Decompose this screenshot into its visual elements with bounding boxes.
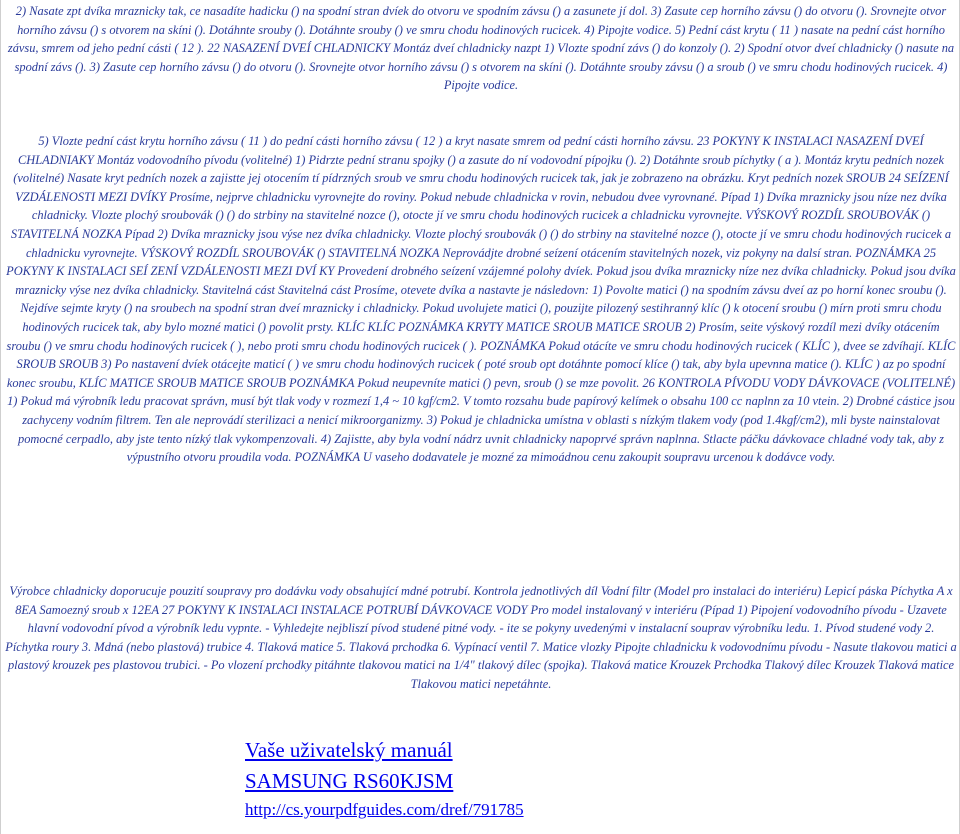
body-paragraph-3: Výrobce chladnicky doporucuje pouzití soupravy pro dodávku vody obsahující mdné potrubí. Kontrola jednotlivých díl Vodní filtr (Model pro instalaci do interiéru) Lepicí páska Píchytka A x 8EA Samoezný sroub x 12EA 27 POKYNY K INSTALACI INSTALACE POTRUBÍ DÁVKOVACE VODY Pro model instalovaný v interiéru (Pípad 1) Pipojení vodovodního pívodu - Uzavete hlavní vodovodní pívod a výrobník ledu vypnte. - Vyhledejte nejbliszí pívod studené pitné vody. - ite se pokyny uvedenými v instalacní souprav výrobníku ledu. 1. Pívod studené vody 2. Píchytka roury 3. Mdná (nebo plastová) trubice 4. Tlaková matice 5. Tlaková prchodka 6. Vypínací ventil 7. Matice vlozky Pipojte chladnicku k vodovodnímu pívodu - Nasute tlakovou matici a plastový krouzek pes plastovou trubici. - Po vlození prchodky pitáhnte tlakovou matici na 1/4" tlakový dílec (spojka). Tlaková matice Krouzek Prchodka Tlakový dílec Krouzek Tlaková matice Tlakovou matici nepetáhnte. [5,584,957,691]
manual-title-link[interactable]: Vaše uživatelský manuál [245,738,453,762]
manual-promo-block [245,736,524,822]
body-paragraph-2: 5) Vlozte pední cást krytu horního závsu ( 11 ) do pední cásti horního závsu ( 12 ) a kryt nasate smrem od pední cásti horního závsu. 23 POKYNY K INSTALACI NASAZENÍ DVEÍ CHLADNIAKY Montáz vodovodního pívodu (volitelné) 1) Pidrzte pední stranu spojky () a zasute do ní vodovodní pípojku (). 2) Dotáhnte sroub píchytky ( a ). Montáz krytu pedních nozek (volitelné) Nasate kryt pedních nozek a zajistte jej otocením tí pídrzných sroub ve smru chodu hodinových rucicek tak, jak je zobrazeno na obrázku. Kryt pedních nozek SROUB 24 SEÍZENÍ VZDÁLENOSTI MEZI DVÍKY Prosíme, nejprve chladnicku vyrovnejte do roviny. Pokud nebude chladnicka v rovin, nebudou dvee vyrovnané. Pípad 1) Dvíka mraznicky jsou níze nez dvíka chladnicky. Vlozte plochý sroubovák () () do strbiny na stavitelné nozce (), otocte jí ve smru chodu hodinových rucicek a chladnicku vyrovnejte. VÝSKOVÝ ROZDÍL SROUBOVÁK () STAVITELNÁ NOZKA Pípad 2) Dvíka mraznicky jsou výse nez dvíka chladnicky. Vlozte plochý sroubovák () () do strbiny na stavitelné nozce (), otocte jí ve smru chodu hodinových rucicek a chladnicku vyrovnejte. VÝSKOVÝ ROZDÍL SROUBOVÁK () STAVITELNÁ NOZKA Neprovádjte drobné seízení otácením stavitelných nozek, viz pokyny na dalsí stran. POZNÁMKA 25 POKYNY K INSTALACI SEÍ ZENÍ VZDÁLENOSTI MEZI DVÍ KY Provedení drobného seízení vzájemné polohy dvíek. Pokud jsou dvíka mraznicky níze nez dvíka chladnicky. Pokud jsou dvíka mraznicky výse nez dvíka chladnicky. Stavitelná cást Stavitelná cást Prosíme, otevete dvíka a nastavte je následovn: 1) Povolte matici () na spodním závsu dveí az po horní konec sroubu (). Nejdíve sejmte kryty () na sroubech na spodní stran dveí mraznicky i chladnicky. Pokud uvolujete matici (), pouzijte pilozený sestihranný klíc () k otocení sroubu () mírn proti smru chodu hodinových rucicek tak, aby bylo mozné matici () povolit prsty. KLÍC KLÍC POZNÁMKA KRYTY MATICE SROUB MATICE SROUB 2) Prosím, seite výskový rozdíl mezi dvíky otácením sroubu () ve smru chodu hodinových rucicek ( ), nebo proti smru chodu hodinových rucicek ( ). POZNÁMKA Pokud otácíte ve smru chodu hodinových rucicek ( KLÍC ), dvee se zdvíhají. KLÍC SROUB SROUB 3) Po nastavení dvíek otácejte maticí ( ) ve smru chodu hodinových rucicek ( poté sroub opt dotáhnte pomocí klíce () tak, aby byla upevnna matice (). KLÍC ) az po spodní konec sroubu, KLÍC MATICE SROUB MATICE SROUB POZNÁMKA Pokud neupevníte matici () pevn, sroub () se mze povolit. 26 KONTROLA PÍVODU VODY DÁVKOVACE (VOLITELNÉ) 1) Pokud má výrobník ledu pracovat správn, musí být tlak vody v rozmezí 1,4 ~ 10 kgf/cm2. V tomto rozsahu bude papírový kelímek o obsahu 100 cc naplnn za 10 vtein. 2) Drobné cástice jsou zachyceny vodním filtrem. Ten ale neprovádí sterilizaci a nenicí mikroorganizmy. 3) Pokud je chladnicka umístna v oblasti s nízkým tlakem vody (pod 1.4kgf/cm2), mli byste nainstalovat pomocné cerpadlo, aby jste tento nízký tlak vykompenzovali. 4) Zajistte, aby byla vodní nádrz uvnit chladnicky napoprvé správn naplnna. Stlacte páčku dávkovace chladné vody tak, aby z výpustního otvoru proudila voda. POZNÁMKA U vaseho dodavatele je mozné za mimoádnou cenu zakoupit soupravu urcenou k dodávce vody. [6,134,956,465]
body-paragraph-1: 2) Nasate zpt dvíka mraznicky tak, ce nasadíte hadicku () na spodní stran dvíek do otvoru ve spodním závsu () a zasunete jí dol. 3) Zasute cep horního závsu () do otvoru (). Srovnejte otvor horního závsu () s otvorem na skíni (). Dotáhnte srouby (). Dotáhnte srouby () ve smru chodu hodinových rucicek. 4) Pipojte vodice. 5) Pední cást krytu ( 11 ) nasate na pední cást horního závsu, smrem od jeho pední cásti ( 12 ). 22 NASAZENÍ DVEÍ CHLADNICKY Montáz dveí chladnicky nazpt 1) Vlozte spodní závs () do konzoly (). 2) Spodní otvor dveí chladnicky () nasute na spodní závs (). 3) Zasute cep horního závsu () do otvoru (). Srovnejte otvor horního závsu () s otvorem na skíni (). Dotáhnte srouby závsu () a sroub () ve smru chodu hodinových rucicek. 4) Pipojte vodice. [7,4,955,93]
product-model-link[interactable]: SAMSUNG RS60KJSM [245,769,454,793]
manual-url-link[interactable]: http://cs.yourpdfguides.com/dref/791785 [245,800,524,819]
